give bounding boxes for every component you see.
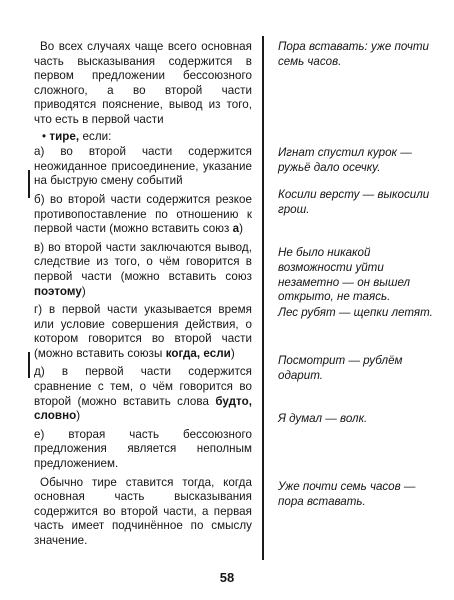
margin-mark [28,170,30,198]
rule-item-b: б) во второй части содержится резкое противопоставление по отношению к первой части (можно вставить союз а) [34,192,252,236]
rule-item-v: в) во второй части заключаются вывод, следствие из того, о чём говорится в первой части (можно вставить союз поэтому) [34,240,252,298]
example-6: Посмотрит — рублём одарит. [278,354,403,382]
margin-mark [28,352,30,378]
example-7: Я думал — волк. [278,412,368,425]
example-3: Косили версту — выкосили грош. [278,188,430,216]
page-number: 58 [219,570,235,585]
example-8: Уже почти семь часов — пора вставать. [278,480,416,508]
rule-item-a: а) во второй части содержится неожиданное присоединение, указание на быструю смену событий [34,145,252,188]
column-divider [262,36,264,560]
example-5: Лес рубят — щепки летят. [278,306,433,319]
rule-item-d: д) в первой части содержится сравнение с тем, о чём говорится во второй (можно вставить слова будто, словно) [34,365,252,423]
final-paragraph: Обычно тире ставится тогда, когда основная часть высказывания содержится во второй части, а первая часть имеет подчинённое по смыслу значение. [34,475,252,547]
intro-paragraph: Во всех случаях чаще всего основная часть высказывания содержится в первом предложении бессоюзного сложного, а во второй части приводятся пояснение, вывод из того, что есть в первой части [34,40,252,126]
rule-item-e: е) вторая часть бессоюзного предложения является неполным предложением. [34,427,252,471]
dash-rule-heading: • тире, если: [42,129,112,143]
rules-column [34,40,252,554]
bullet-icon: • [42,129,47,143]
example-2: Игнат спустил курок — ружьё дало осечку. [278,146,412,174]
rule-item-g: г) в первой части указывается время или условие совершения действия, о котором говорится во второй части (можно вставить союзы когда, если) [34,303,252,360]
example-1: Пора вставать: уже почти семь часов. [278,40,429,68]
example-4: Не было никакой возможности уйти незаметно — он вышел открыто, не таясь. [278,246,411,304]
